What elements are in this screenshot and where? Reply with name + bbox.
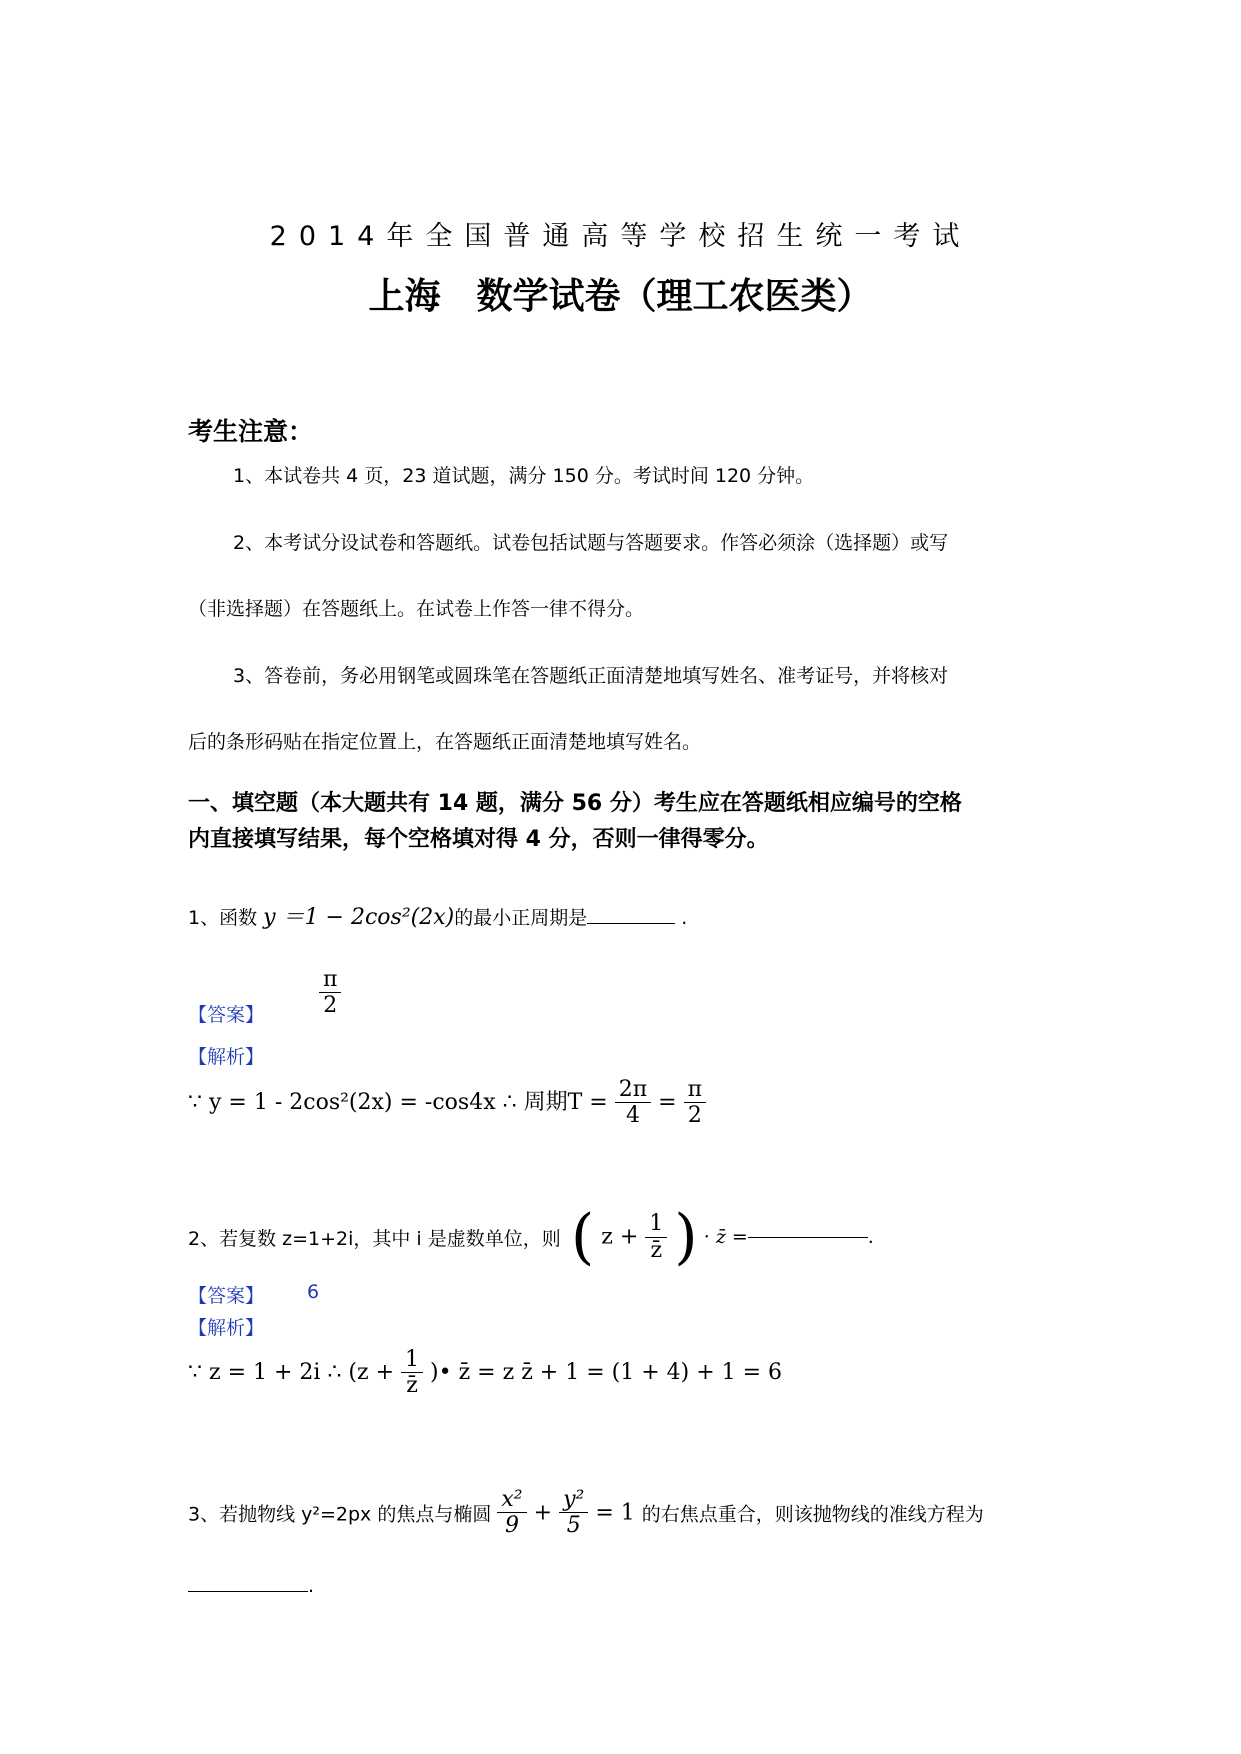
notice-item-3-line-1: 3、答卷前，务必用钢笔或圆珠笔在答题纸正面清楚地填写姓名、准考证号，并将核对 [233,665,949,687]
question-1-analysis-fraction-2-denominator: 2 [687,1103,702,1129]
question-2-expression [571,1202,698,1272]
question-1-suffix: 的最小正周期是 [454,907,588,929]
question-2-left-paren: ( [570,1202,595,1272]
question-3-prefix: 3、若抛物线 y²=2px 的焦点与椭圆 [188,1503,492,1526]
question-1-analysis-fraction-1-denominator: 4 [625,1103,640,1129]
notice-item-2-line-2: （非选择题）在答题纸上。在试卷上作答一律不得分。 [188,598,645,620]
question-1-formula: y ＝1 − 2cos²(2x) [263,905,455,930]
section-1-heading-line-1: 一、填空题（本大题共有 14 题，满分 56 分）考生应在答题纸相应编号的空格 [188,791,962,816]
question-3-ellipse-rhs: = 1 [595,1500,635,1526]
question-2-expr-numerator: 1 [645,1211,667,1237]
question-1-prefix: 1、函数 [188,907,258,929]
question-2-analysis-label: 【解析】 [188,1317,265,1339]
question-3-ellipse-y-denominator: 5 [566,1513,581,1539]
question-2-analysis-part-b: )• z̄ = z z̄ + 1 = (1 + 4) + 1 = 6 [430,1359,783,1385]
question-3-ellipse-x-denominator: 9 [505,1513,519,1539]
question-3-suffix: 的右焦点重合，则该抛物线的准线方程为 [641,1503,984,1526]
question-1-analysis-equals: = [658,1089,677,1115]
question-1-analysis-fraction-2-numerator: π [684,1077,706,1103]
question-1-answer-numerator: π [319,967,341,993]
question-2-analysis-denominator: z̄ [406,1373,418,1399]
question-2-right-paren: ) [674,1202,698,1272]
question-1-analysis [188,1077,706,1129]
exam-subtitle: 上海 数学试卷（理工农医类） [368,276,873,317]
question-2-expr-z: z + [601,1224,639,1250]
question-3 [188,1487,984,1539]
question-2-analysis [188,1347,782,1399]
question-2-expr-tail: · z̄ = [703,1226,748,1248]
question-2-answer-blank [748,1237,868,1238]
question-1-analysis-lhs: ∵ y = 1 - 2cos²(2x) = -cos4x ∴ 周期T = [188,1089,608,1115]
question-3-answer-line: . [188,1575,314,1597]
notice-item-2-line-1: 2、本考试分设试卷和答题纸。试卷包括试题与答题要求。作答必须涂（选择题）或写 [233,532,949,554]
question-2-expr-denominator: z̄ [650,1237,663,1263]
question-2-answer-label: 【答案】 [188,1285,265,1307]
question-1-analysis-fraction-1-numerator: 2π [615,1077,651,1103]
question-3-ellipse: $\frac{\text{x²}}{9}$ + $\frac{\text{y²}}{5}$ = 1 [497,1500,641,1525]
notice-item-1: 1、本试卷共 4 页，23 道试题，满分 150 分。考试时间 120 分钟。 [233,465,815,487]
question-1-answer-label: 【答案】 [188,1004,265,1026]
question-1-analysis-label: 【解析】 [188,1046,265,1068]
exam-title: 2014年全国普通高等学校招生统一考试 [269,221,972,252]
question-2-analysis-part-a: ∵ z = 1 + 2i ∴ (z + [188,1359,395,1385]
question-1-answer-denominator: 2 [323,993,338,1019]
question-2: 2、若复数 z=1+2i，其中 i 是虚数单位，则 ( z + $\frac{1}{z̄}$ ) · z̄ = . [188,1202,874,1272]
question-2-answer-value: 6 [307,1281,320,1303]
question-2-analysis-numerator: 1 [401,1347,423,1373]
question-1: 1、函数 y ＝1 − 2cos²(2x)的最小正周期是 . [188,905,688,930]
question-2-prefix: 2、若复数 z=1+2i，其中 i 是虚数单位，则 [188,1227,561,1250]
notice-heading: 考生注意： [188,417,314,446]
question-1-answer [319,967,341,1019]
question-3-ellipse-x-numerator: x² [497,1487,526,1513]
section-1-heading-line-2: 内直接填写结果，每个空格填对得 4 分，否则一律得零分。 [188,827,769,852]
question-1-answer-blank [587,923,675,924]
question-3-ellipse-y-numerator: y² [559,1487,588,1513]
notice-item-3-line-2: 后的条形码贴在指定位置上，在答题纸正面清楚地填写姓名。 [188,731,702,753]
question-3-answer-blank [188,1591,308,1592]
